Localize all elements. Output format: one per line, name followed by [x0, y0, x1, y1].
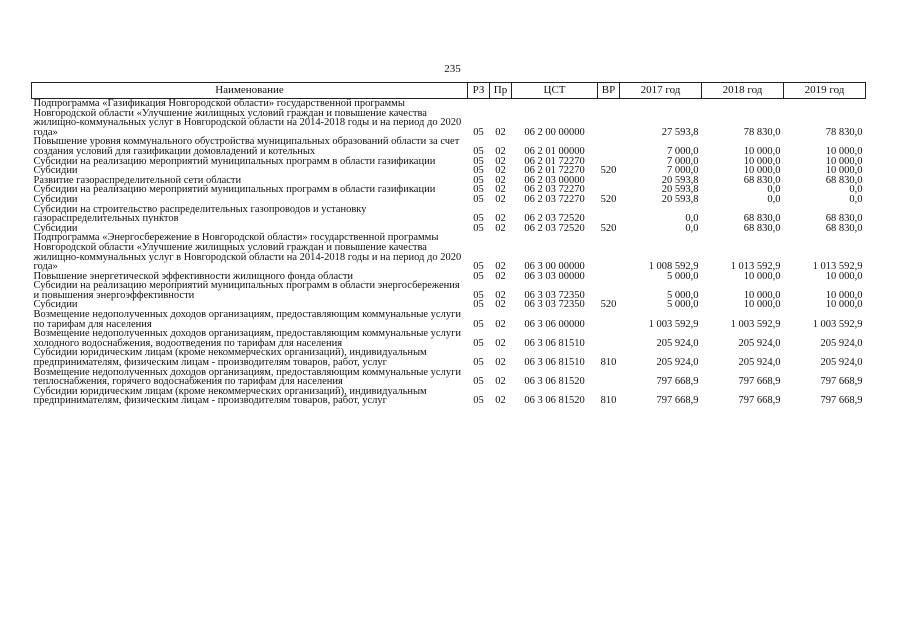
row-pr: 02 — [495, 289, 506, 301]
row-cst: 06 3 06 81510 — [524, 337, 585, 349]
row-pr: 02 — [495, 337, 506, 349]
row-pr: 02 — [495, 270, 506, 282]
row-2019-value: 797 668,9 — [820, 395, 863, 407]
row-vr — [598, 205, 620, 224]
row-rz: 05 — [473, 174, 484, 186]
row-name: Возмещение недополученных доходов организациям, предоставляющим коммунальные услуги холодного водоснабжения, водоотведения по тарифам для населения — [33, 328, 462, 349]
header-pr: Пр — [490, 83, 512, 99]
row-cst: 06 3 00 00000 — [524, 261, 585, 273]
table-row — [32, 329, 866, 348]
header-vr: ВР — [598, 83, 620, 99]
row-2018-value: 0,0 — [767, 184, 781, 196]
header-name: Наименование — [32, 83, 468, 99]
row-2017-value: 1 008 592,9 — [648, 261, 699, 273]
row-2019-value: 10 000,0 — [825, 270, 863, 282]
row-rz: 05 — [473, 376, 484, 388]
row-rz: 05 — [473, 289, 484, 301]
row-cst: 06 2 03 72520 — [524, 213, 585, 225]
row-pr: 02 — [495, 357, 506, 369]
row-2017-value: 20 593,8 — [661, 174, 699, 186]
row-cst: 06 3 03 00000 — [524, 270, 585, 282]
row-2017-value: 27 593,8 — [661, 126, 699, 138]
row-2019-value: 68 830,0 — [825, 174, 863, 186]
table-row — [32, 281, 866, 300]
budget-table — [31, 82, 866, 406]
row-pr: 02 — [495, 193, 506, 205]
table-row — [32, 137, 866, 156]
table-row — [32, 233, 866, 271]
row-2019-value: 0,0 — [849, 184, 863, 196]
row-2017-value: 5 000,0 — [667, 289, 699, 301]
row-pr: 02 — [495, 299, 506, 311]
row-name: Возмещение недополученных доходов организациям, предоставляющим коммунальные услуги по тарифам для населения — [33, 309, 462, 330]
row-pr: 02 — [495, 213, 506, 225]
row-2017-value: 0,0 — [685, 213, 699, 225]
row-name: Субсидии — [33, 193, 78, 205]
table-header-row — [32, 83, 866, 99]
row-vr — [598, 272, 620, 282]
row-2019-value: 1 003 592,9 — [812, 318, 863, 330]
row-2017-value: 7 000,0 — [667, 155, 699, 167]
row-cst: 06 3 03 72350 — [524, 289, 585, 301]
row-cst: 06 3 03 72350 — [524, 299, 585, 311]
row-rz: 05 — [473, 395, 484, 407]
row-vr — [598, 176, 620, 186]
row-2018-value: 10 000,0 — [743, 155, 781, 167]
row-name: Субсидии — [33, 222, 78, 234]
row-2019-value: 205 924,0 — [820, 337, 863, 349]
row-2019-value: 797 668,9 — [820, 376, 863, 388]
row-cst: 06 2 01 72270 — [524, 165, 585, 177]
row-pr: 02 — [495, 261, 506, 273]
row-2018-value: 797 668,9 — [738, 395, 781, 407]
table-row — [32, 348, 866, 367]
row-cst: 06 2 03 72520 — [524, 222, 585, 234]
row-vr: 520 — [600, 299, 617, 311]
row-2018-value: 68 830,0 — [743, 174, 781, 186]
row-cst: 06 3 06 81520 — [524, 395, 585, 407]
row-2019-value: 10 000,0 — [825, 299, 863, 311]
row-2019-value: 10 000,0 — [825, 155, 863, 167]
row-vr — [598, 281, 620, 300]
row-rz: 05 — [473, 337, 484, 349]
row-name: Субсидии на реализацию мероприятий муниципальных программ в области газификации — [33, 184, 436, 196]
row-2019-value: 10 000,0 — [825, 289, 863, 301]
row-name: Субсидии — [33, 299, 78, 311]
row-name: Подпрограмма «Газификация Новгородской области» государственной программы Новгородской области «Улучшение жилищных условий граждан и повышение качества жилищно-коммунальных услуг в Новгородской области на 2014-2018 годы и на период до 2020 года» — [33, 98, 462, 138]
row-pr: 02 — [495, 174, 506, 186]
row-2019-value: 68 830,0 — [825, 222, 863, 234]
header-2018: 2018 год — [702, 83, 784, 99]
row-2019-value: 1 013 592,9 — [812, 261, 863, 273]
row-2019-value: 10 000,0 — [825, 145, 863, 157]
row-name: Развитие газораспределительной сети области — [33, 174, 242, 186]
table-row — [32, 387, 866, 406]
row-pr: 02 — [495, 222, 506, 234]
row-name: Субсидии юридическим лицам (кроме некоммерческих организаций), индивидуальным предпринимателям, физическим лицам - производителям товаров, работ, услуг — [33, 347, 427, 369]
row-cst: 06 3 06 00000 — [524, 318, 585, 330]
row-2018-value: 68 830,0 — [743, 213, 781, 225]
row-name: Субсидии — [33, 165, 78, 177]
row-cst: 06 2 00 00000 — [524, 126, 585, 138]
row-pr: 02 — [495, 184, 506, 196]
row-cst: 06 2 01 00000 — [524, 145, 585, 157]
row-vr: 810 — [600, 357, 617, 369]
row-2017-value: 1 003 592,9 — [648, 318, 699, 330]
row-2018-value: 1 003 592,9 — [730, 318, 781, 330]
row-vr: 520 — [600, 193, 617, 205]
row-rz: 05 — [473, 357, 484, 369]
table-row — [32, 99, 866, 138]
header-cst: ЦСТ — [512, 83, 598, 99]
row-2018-value: 797 668,9 — [738, 376, 781, 388]
row-rz: 05 — [473, 145, 484, 157]
row-name: Повышение энергетической эффективности жилищного фонда области — [33, 270, 354, 282]
row-pr: 02 — [495, 395, 506, 407]
row-pr: 02 — [495, 126, 506, 138]
row-2019-value: 0,0 — [849, 193, 863, 205]
row-vr — [598, 99, 620, 138]
row-pr: 02 — [495, 155, 506, 167]
row-name: Субсидии на реализацию мероприятий муниципальных программ в области газификации — [33, 155, 436, 167]
row-pr: 02 — [495, 376, 506, 388]
row-2019-value: 78 830,0 — [825, 126, 863, 138]
header-rz: РЗ — [468, 83, 490, 99]
row-2018-value: 10 000,0 — [743, 270, 781, 282]
row-vr: 520 — [600, 165, 617, 177]
row-rz: 05 — [473, 318, 484, 330]
row-2018-value: 0,0 — [767, 193, 781, 205]
row-2018-value: 10 000,0 — [743, 145, 781, 157]
row-rz: 05 — [473, 222, 484, 234]
row-pr: 02 — [495, 318, 506, 330]
row-2019-value: 205 924,0 — [820, 357, 863, 369]
table-row — [32, 185, 866, 195]
row-name: Субсидии на реализацию мероприятий муниципальных программ в области энергосбережения и повышения энергоэффективности — [33, 280, 460, 301]
row-rz: 05 — [473, 165, 484, 177]
row-vr — [598, 137, 620, 156]
row-2017-value: 797 668,9 — [656, 395, 699, 407]
row-rz: 05 — [473, 155, 484, 167]
row-vr: 810 — [600, 395, 617, 407]
row-cst: 06 3 06 81510 — [524, 357, 585, 369]
row-2018-value: 68 830,0 — [743, 222, 781, 234]
header-2019: 2019 год — [784, 83, 866, 99]
row-rz: 05 — [473, 299, 484, 311]
row-name: Возмещение недополученных доходов организациям, предоставляющим коммунальные услуги теплоснабжения, горячего водоснабжения по тарифам для населения — [33, 366, 462, 388]
row-rz: 05 — [473, 126, 484, 138]
row-rz: 05 — [473, 213, 484, 225]
row-2018-value: 78 830,0 — [743, 126, 781, 138]
row-2017-value: 20 593,8 — [661, 184, 699, 196]
row-pr: 02 — [495, 145, 506, 157]
row-2018-value: 205 924,0 — [738, 337, 781, 349]
row-vr — [598, 368, 620, 387]
header-2017: 2017 год — [620, 83, 702, 99]
row-cst: 06 2 01 72270 — [524, 155, 585, 167]
row-vr: 520 — [600, 222, 617, 234]
row-2018-value: 205 924,0 — [738, 357, 781, 369]
row-vr — [598, 233, 620, 271]
table-row — [32, 368, 866, 387]
row-2019-value: 68 830,0 — [825, 213, 863, 225]
row-rz: 05 — [473, 184, 484, 196]
row-cst: 06 2 03 00000 — [524, 174, 585, 186]
row-2017-value: 205 924,0 — [656, 337, 699, 349]
row-rz: 05 — [473, 261, 484, 273]
row-name: Подпрограмма «Энергосбережение в Новгородской области» государственной программы Новгородской области «Улучшение жилищных условий граждан и повышение качества жилищно-коммунальных услуг в Новгородской области на 2014-2018 годы и на период до 2020 года» — [33, 232, 462, 273]
row-2017-value: 5 000,0 — [667, 270, 699, 282]
row-2018-value: 10 000,0 — [743, 165, 781, 177]
row-cst: 06 3 06 81520 — [524, 376, 585, 388]
row-2017-value: 5 000,0 — [667, 299, 699, 311]
row-2019-value: 10 000,0 — [825, 165, 863, 177]
table-row — [32, 205, 866, 224]
row-2018-value: 10 000,0 — [743, 289, 781, 301]
row-2018-value: 1 013 592,9 — [730, 261, 781, 273]
row-pr: 02 — [495, 165, 506, 177]
row-name: Повышение уровня коммунального обустройства муниципальных образований области за счет создания условий для газификации домовладений и котельных — [33, 136, 460, 157]
row-vr — [598, 310, 620, 329]
row-2017-value: 7 000,0 — [667, 145, 699, 157]
row-vr — [598, 329, 620, 348]
table-row — [32, 157, 866, 167]
row-2017-value: 205 924,0 — [656, 357, 699, 369]
row-2017-value: 0,0 — [685, 222, 699, 234]
row-name: Субсидии юридическим лицам (кроме некоммерческих организаций), индивидуальным предпринимателям, физическим лицам - производителям товаров, работ, услуг — [33, 385, 427, 407]
row-2017-value: 797 668,9 — [656, 376, 699, 388]
row-cst: 06 2 03 72270 — [524, 193, 585, 205]
table-row — [32, 310, 866, 329]
row-2017-value: 20 593,8 — [661, 193, 699, 205]
row-cst: 06 2 03 72270 — [524, 184, 585, 196]
row-name: Субсидии на строительство распределительных газопроводов и установку газораспределительных пунктов — [33, 203, 367, 225]
row-2018-value: 10 000,0 — [743, 299, 781, 311]
page-number: 235 — [444, 63, 461, 75]
row-rz: 05 — [473, 193, 484, 205]
row-rz: 05 — [473, 270, 484, 282]
row-2017-value: 7 000,0 — [667, 165, 699, 177]
